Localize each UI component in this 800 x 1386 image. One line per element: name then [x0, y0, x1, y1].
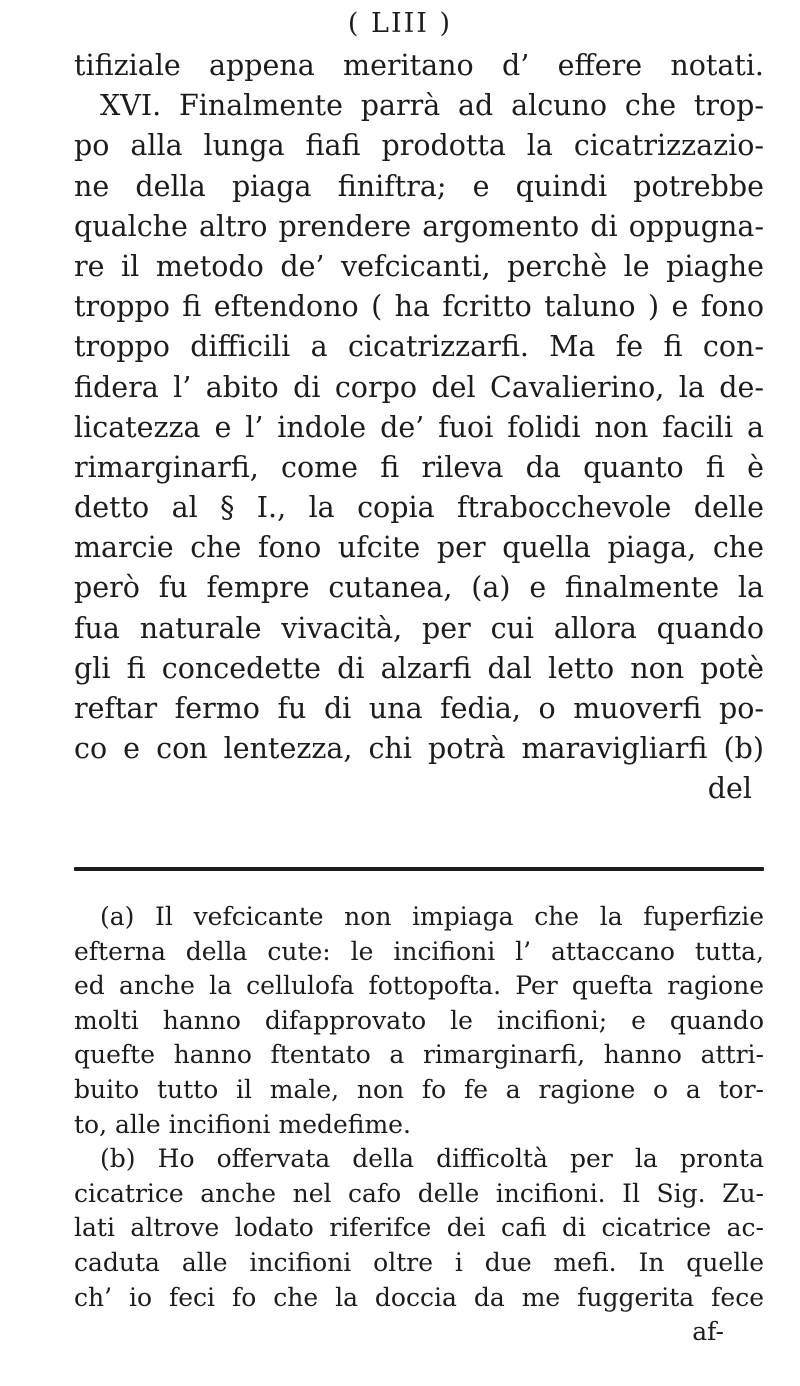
- footnote-line: ch’ io feci fo che la doccia da me fuggerita fece: [74, 1282, 764, 1312]
- footnote-line: caduta alle incifioni oltre i due mefi. In quelle: [74, 1247, 764, 1277]
- text-line: troppo difficili a cicatrizzarfi. Ma fe fi con-: [74, 330, 764, 364]
- footnote-line: (a) Il vefcicante non impiaga che la fuperfizie: [100, 902, 764, 931]
- footnotes-block: [74, 900, 764, 1350]
- text-line: gli fi concedette di alzarfi dal letto non potè: [74, 651, 764, 685]
- text-line: po alla lunga fiafi prodotta la cicatrizzazio-: [74, 129, 764, 163]
- footnote-line: efterna della cute: le incifioni l’ attaccano tutta,: [74, 936, 764, 966]
- page-number-header: ( LIII ): [347, 8, 453, 39]
- text-line: troppo fi eftendono ( ha fcritto taluno ) e fono: [74, 290, 764, 324]
- text-line: ne della piaga finiftra; e quindi potrebbe: [74, 169, 764, 203]
- text-line: qualche altro prendere argomento di oppugna-: [74, 209, 764, 243]
- footnote-line: lati altrove lodato riferifce dei cafi di cicatrice ac-: [74, 1213, 764, 1243]
- footnote-line: (b) Ho offervata della difficoltà per la pronta: [100, 1144, 764, 1174]
- text-line: co e con lentezza, chi potrà maravigliarfi (b): [74, 732, 764, 766]
- text-line: XVI. Finalmente parrà ad alcuno che trop-: [100, 89, 764, 123]
- text-line: detto al § I., la copia ftrabocchevole delle: [74, 491, 764, 525]
- footnote-line: ed anche la cellulofa fottopofta. Per quefta ragione: [74, 971, 764, 1001]
- footnote-line: buito tutto il male, non fo fe a ragione o a tor-: [74, 1074, 764, 1104]
- footnote-line: cicatrice anche nel cafo delle incifioni. Il Sig. Zu-: [74, 1178, 764, 1208]
- catchword: del: [707, 772, 752, 806]
- text-line: re il metodo de’ vefcicanti, perchè le piaghe: [74, 249, 764, 283]
- text-line: reftar fermo fu di una fedia, o muoverfi po-: [74, 692, 764, 725]
- footnote-line: to, alle incifioni medefime.: [74, 1109, 411, 1139]
- text-line: licatezza e l’ indole de’ fuoi folidi non facili a: [74, 410, 764, 444]
- footnote-line: molti hanno difapprovato le incifioni; e quando: [74, 1005, 764, 1035]
- main-text-block: [74, 46, 764, 810]
- text-line: rimarginarfi, come fi rileva da quanto fi è: [74, 450, 764, 484]
- footnote-divider: [74, 867, 764, 871]
- text-line: tifiziale appena meritano d’ effere notati.: [74, 49, 764, 82]
- text-line: però fu fempre cutanea, (a) e finalmente la: [74, 571, 764, 605]
- footnote-catchword: af-: [692, 1317, 724, 1347]
- text-line: marcie che fono ufcite per quella piaga, che: [74, 531, 764, 565]
- footnote-line: quefte hanno ftentato a rimarginarfi, hanno attri-: [74, 1040, 764, 1070]
- text-line: fua naturale vivacità, per cui allora quando: [74, 611, 764, 645]
- text-line: fidera l’ abito di corpo del Cavalierino, la de-: [74, 370, 764, 404]
